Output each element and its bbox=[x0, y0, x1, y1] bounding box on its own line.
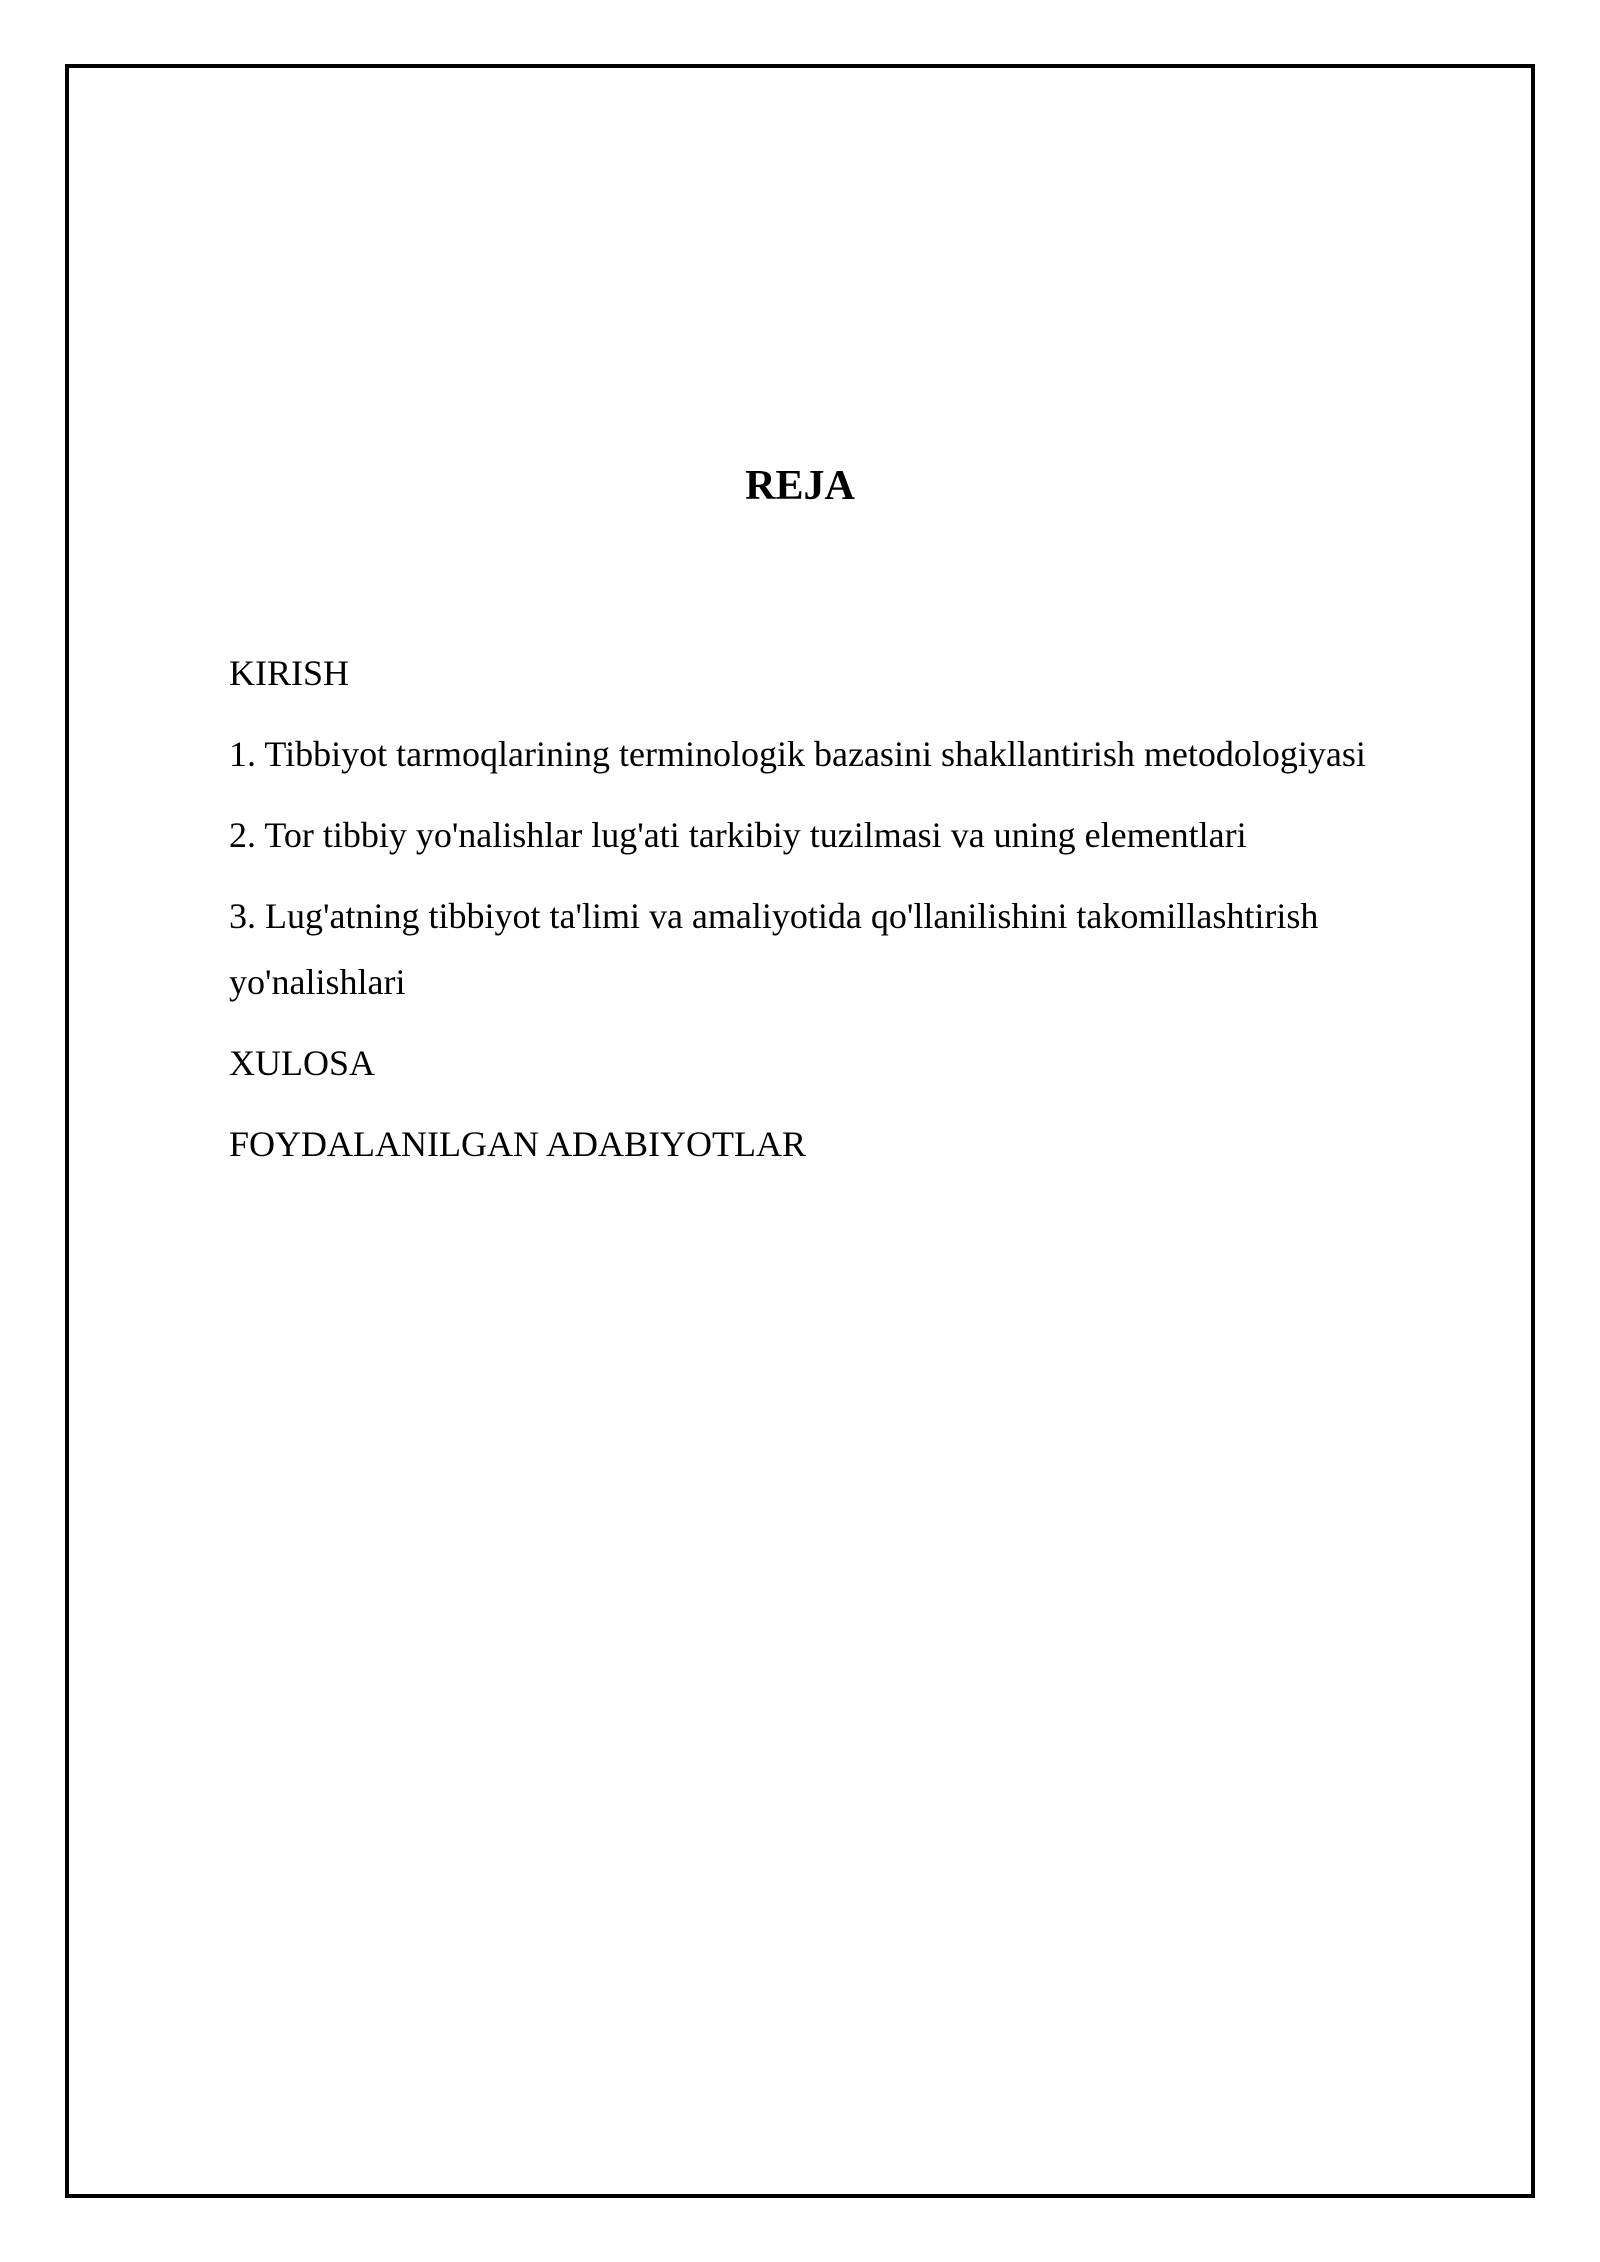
plan-item-references: FOYDALANILGAN ADABIYOTLAR bbox=[229, 1124, 806, 1164]
page-title: REJA bbox=[745, 463, 855, 509]
plan-item-chapter-3: 3. Lug'atning tibbiyot ta'limi va amaliyotida qo'llanilishini takomillashtirish yo'nalishlari bbox=[229, 896, 1319, 1002]
plan-item-conclusion: XULOSA bbox=[229, 1043, 376, 1083]
plan-item-chapter-1: 1. Tibbiyot tarmoqlarining terminologik bazasini shakllantirish metodologiyasi bbox=[229, 734, 1366, 774]
plan-item-introduction: KIRISH bbox=[229, 653, 350, 693]
plan-list bbox=[229, 640, 1449, 1192]
plan-item-chapter-2: 2. Tor tibbiy yo'nalishlar lug'ati tarkibiy tuzilmasi va uning elementlari bbox=[229, 815, 1247, 855]
